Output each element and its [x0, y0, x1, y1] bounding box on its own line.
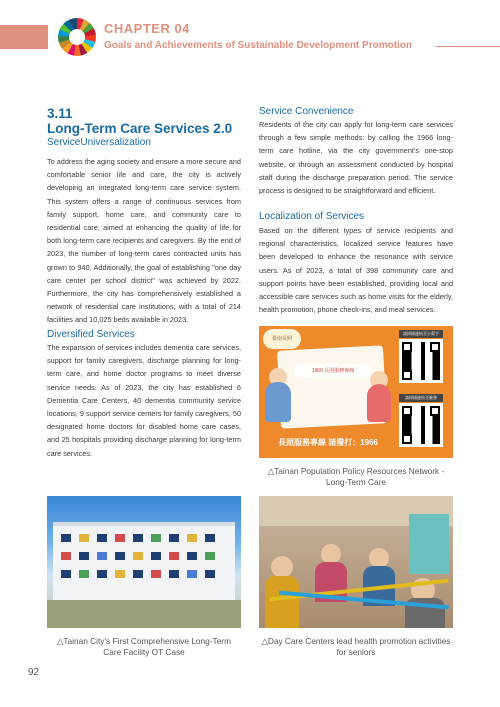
diversified-paragraph: The expansion of services includes dementia care services, support for family caregivers, discharge planning for long-term care, and home doctor programs to meet diverse service needs. As of 2023, the city has established 6 Dementia Care Centers, 40 dementia community service locations, 9 support service centers for family caregivers, 50 designated home doctors for disabled home care cases, and 25 hospitals providing discharge planning for long-term care services.	[47, 343, 241, 458]
header-accent-bar	[0, 25, 48, 49]
page-number: 92	[28, 667, 40, 678]
day-care-activity-photo	[259, 496, 453, 628]
poster-caption: △Tainan Population Policy Resources Network - Long-Term Care	[267, 466, 445, 487]
section-number: 3.11	[47, 106, 73, 121]
ground-lawn	[47, 600, 241, 628]
poster-logo: 臺南長照	[263, 329, 301, 349]
section-title: Long-Term Care Services 2.0	[47, 121, 233, 136]
diversified-heading: Diversified Services	[47, 329, 135, 340]
qr1-label: 請掃描連結至小幫手	[399, 330, 443, 338]
senior-figure-icon	[265, 576, 299, 628]
building-illustration	[53, 522, 235, 604]
qr-code-icon	[399, 339, 443, 383]
long-term-care-poster	[259, 326, 453, 458]
sdg-wheel-center	[69, 29, 85, 45]
header-rule	[436, 46, 500, 47]
localization-paragraph: Based on the different types of service recipients and regional characteristics, localized service features have been developed to enhance the resonance with service users. As of 2023, a total of 398 community care and support points have been established, providing local and accessible care services such as home visits for the elderly, health promotion, phone check-ins, and meal services.	[259, 226, 453, 315]
qr-code-icon	[399, 403, 443, 447]
poster-person-icon	[265, 382, 291, 422]
chapter-subtitle: Goals and Achievements of Sustainable Development Promotion	[104, 40, 413, 51]
photo1-caption: △Tainan City's First Comprehensive Long-Term Care Facility OT Case	[57, 636, 231, 657]
localization-heading: Localization of Services	[259, 211, 365, 222]
convenience-heading: Service Convenience	[259, 106, 354, 117]
senior-head-icon	[321, 544, 341, 564]
section-subtitle: ServiceUniversalization	[47, 137, 151, 148]
wall-decoration	[409, 514, 449, 574]
qr2-label: 請掃描連結至臉書	[399, 394, 443, 402]
poster-footer-text: 長照服務專線 請撥打：1966	[277, 438, 379, 447]
chapter-label: CHAPTER 04	[104, 21, 190, 36]
poster-person-icon	[367, 384, 391, 422]
senior-head-icon	[271, 556, 293, 578]
care-facility-photo	[47, 496, 241, 628]
convenience-paragraph: Residents of the city can apply for long-term care services through a few simple methods: by calling the 1966 long-term care hotline, via the city government's one-stop website, or through an assessment conducted by hospital staff during the discharge preparation period. The service process is designed to be straightforward and efficient.	[259, 120, 453, 196]
photo2-caption: △Day Care Centers lead health promotion activities for seniors	[261, 636, 451, 657]
poster-hotline-badge: 1966 長照服務專線	[295, 364, 371, 378]
senior-head-icon	[369, 548, 389, 568]
intro-paragraph: To address the aging society and ensure a more secure and comfortable senior life and care, the city is actively developing an integrated long-term care service system. This system offers a range of continuous services from family support, home care, and community care to residential care, aimed at enhancing the quality of life for both long-term care recipients and caregivers. By the end of 2023, the number of long-term cares contracted units has grown to 940. Additionally, the goal of establishing "one day care center per school district" was achieved by 2022. Furthermore, the city has comprehensively established a network of residential care institutions, with a total of 214 facilities and 10,025 beds available in 2023.	[47, 157, 241, 325]
